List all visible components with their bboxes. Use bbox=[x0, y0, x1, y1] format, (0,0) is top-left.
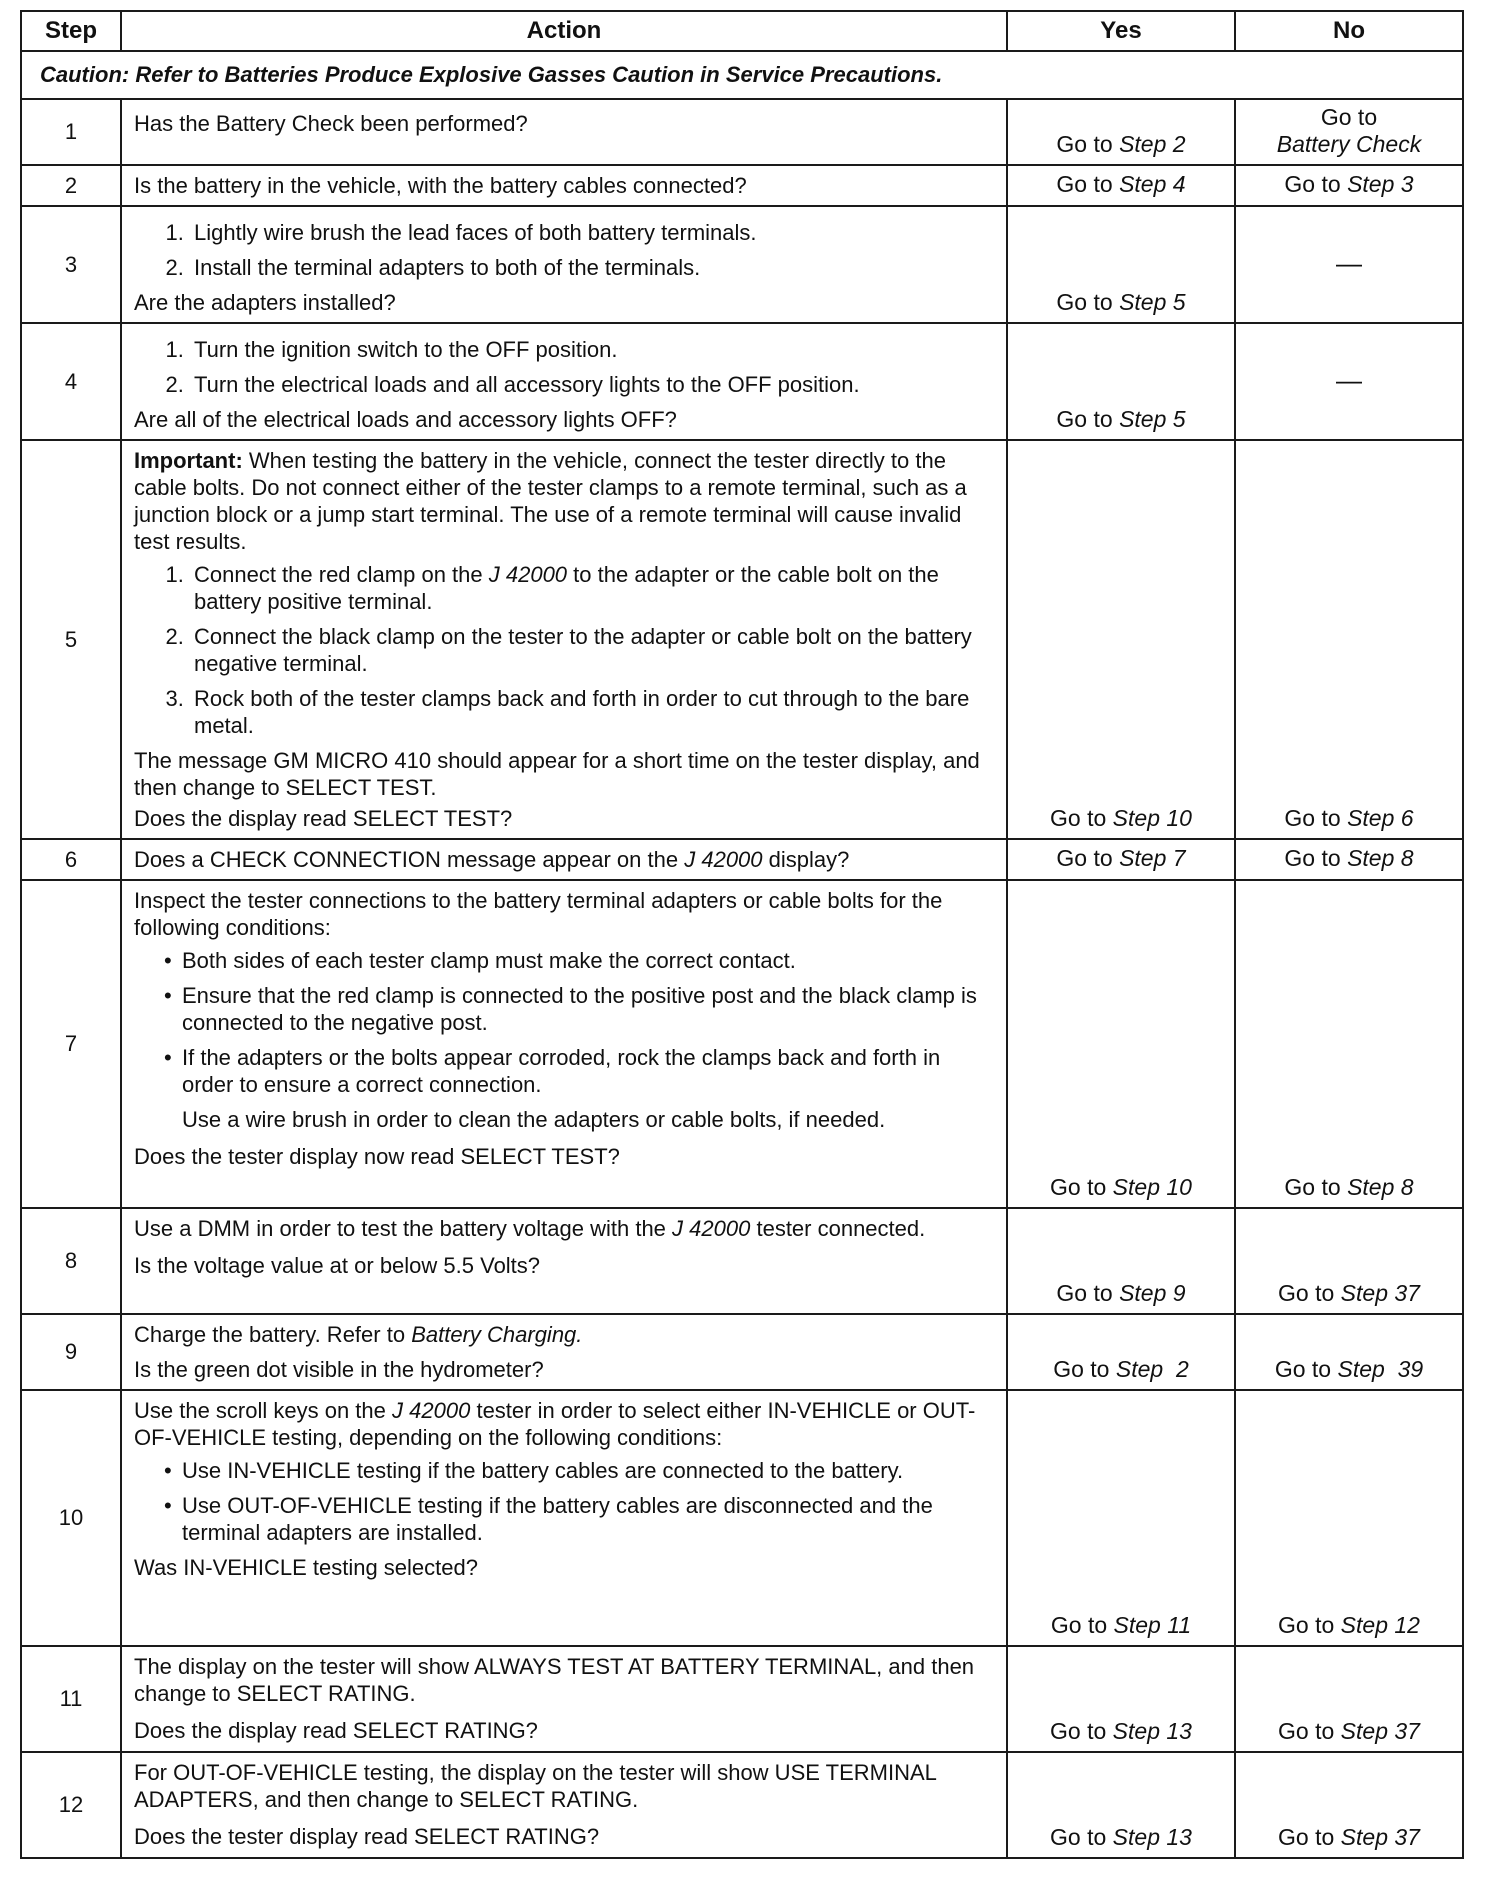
question: Does the display read SELECT TEST? bbox=[134, 806, 513, 831]
list-item: • If the adapters or the bolts appear corroded, rock the clamps back and forth in order to ensure a correct connection. bbox=[182, 1044, 994, 1098]
caution-row bbox=[21, 51, 1463, 99]
no-action-dash: — bbox=[1336, 365, 1362, 395]
goto-text: Go to bbox=[1284, 171, 1341, 197]
intro-part: Use a DMM in order to test the battery voltage with the bbox=[134, 1216, 666, 1241]
goto-link[interactable]: Step 3 bbox=[1347, 171, 1414, 197]
step-number: 6 bbox=[21, 839, 121, 880]
no-cell[interactable] bbox=[1235, 99, 1463, 165]
header-action: Action bbox=[121, 11, 1007, 51]
goto-text: Go to bbox=[1284, 805, 1341, 831]
table-row bbox=[21, 880, 1463, 1208]
intro-part: tester in order to select either IN-VEHICLE or OUT-OF-VEHICLE testing, depending on the following conditions: bbox=[134, 1398, 976, 1450]
condition-list bbox=[134, 947, 994, 1098]
no-cell[interactable] bbox=[1235, 1314, 1463, 1390]
goto-text: Go to bbox=[1320, 104, 1378, 130]
yes-cell[interactable] bbox=[1007, 839, 1235, 880]
yes-cell[interactable] bbox=[1007, 323, 1235, 440]
goto-text: Go to bbox=[1056, 1280, 1113, 1306]
yes-cell[interactable] bbox=[1007, 440, 1235, 839]
question bbox=[134, 847, 849, 872]
goto-text: Go to bbox=[1053, 1356, 1110, 1382]
no-cell[interactable] bbox=[1235, 1390, 1463, 1646]
table-row bbox=[21, 1208, 1463, 1314]
step-number: 2 bbox=[21, 165, 121, 206]
intro-part: Use the scroll keys on the bbox=[134, 1398, 386, 1423]
important-label: Important: bbox=[134, 448, 243, 473]
intro-text: Inspect the tester connections to the battery terminal adapters or cable bolts for the following conditions: bbox=[134, 888, 943, 940]
question: Does the tester display now read SELECT TEST? bbox=[134, 1144, 620, 1169]
question: Are the adapters installed? bbox=[134, 290, 396, 315]
tool-reference: J 42000 bbox=[392, 1398, 471, 1423]
action-cell bbox=[121, 839, 1007, 880]
table-row bbox=[21, 323, 1463, 440]
goto-link[interactable]: Step 11 bbox=[1113, 1612, 1192, 1638]
goto-link[interactable]: Step 13 bbox=[1112, 1824, 1192, 1850]
action-cell bbox=[121, 323, 1007, 440]
item-text: Connect the red clamp on the bbox=[194, 562, 483, 587]
yes-cell[interactable] bbox=[1007, 206, 1235, 323]
goto-link[interactable]: Step 5 bbox=[1119, 406, 1186, 432]
no-cell[interactable] bbox=[1235, 839, 1463, 880]
message-text: The message GM MICRO 410 should appear for a short time on the tester display, and then change to SELECT TEST. bbox=[134, 748, 980, 800]
goto-text: Go to bbox=[1278, 1280, 1335, 1306]
goto-link[interactable]: Step 9 bbox=[1119, 1280, 1186, 1306]
diagnostic-table bbox=[20, 10, 1464, 1859]
table-row bbox=[21, 839, 1463, 880]
step-number: 3 bbox=[21, 206, 121, 323]
tool-reference: J 42000 bbox=[684, 847, 763, 872]
table-row bbox=[21, 165, 1463, 206]
list-item: 2. Turn the electrical loads and all accessory lights to the OFF position. bbox=[190, 371, 994, 398]
yes-cell[interactable] bbox=[1007, 880, 1235, 1208]
goto-text: Go to bbox=[1056, 289, 1113, 315]
important-note bbox=[134, 447, 994, 555]
step-number: 1 bbox=[21, 99, 121, 165]
step-number: 7 bbox=[21, 880, 121, 1208]
action-cell bbox=[121, 206, 1007, 323]
tool-reference: J 42000 bbox=[672, 1216, 751, 1241]
action-cell bbox=[121, 1208, 1007, 1314]
no-cell[interactable] bbox=[1235, 165, 1463, 206]
goto-text: Go to bbox=[1278, 1824, 1335, 1850]
intro-text bbox=[134, 1397, 994, 1451]
goto-link[interactable]: Step 5 bbox=[1119, 289, 1186, 315]
table-row bbox=[21, 1390, 1463, 1646]
goto-text: Go to bbox=[1050, 1612, 1108, 1638]
no-cell bbox=[1235, 323, 1463, 440]
action-cell bbox=[121, 440, 1007, 839]
note-text: Use a wire brush in order to clean the adapters or cable bolts, if needed. bbox=[182, 1107, 886, 1132]
table-row bbox=[21, 1646, 1463, 1752]
goto-link[interactable]: Step 13 bbox=[1112, 1718, 1192, 1744]
no-cell bbox=[1235, 206, 1463, 323]
question-text: display? bbox=[768, 847, 850, 872]
header-yes: Yes bbox=[1007, 11, 1235, 51]
list-item: • Use OUT-OF-VEHICLE testing if the battery cables are disconnected and the terminal adapters are installed. bbox=[182, 1492, 994, 1546]
question: Is the green dot visible in the hydrometer? bbox=[134, 1357, 544, 1382]
action-cell bbox=[121, 99, 1007, 165]
no-cell[interactable] bbox=[1235, 1208, 1463, 1314]
yes-cell[interactable] bbox=[1007, 1752, 1235, 1858]
action-cell bbox=[121, 1390, 1007, 1646]
goto-link[interactable]: Step 4 bbox=[1119, 171, 1186, 197]
goto-link[interactable]: Step 37 bbox=[1340, 1824, 1420, 1850]
yes-cell[interactable] bbox=[1007, 1646, 1235, 1752]
goto-link[interactable]: Step 39 bbox=[1337, 1356, 1424, 1382]
intro-text: For OUT-OF-VEHICLE testing, the display on the tester will show USE TERMINAL ADAPTERS, and then change to SELECT RATING. bbox=[134, 1760, 937, 1812]
goto-link[interactable]: Step 12 bbox=[1340, 1612, 1420, 1638]
step-number: 11 bbox=[21, 1646, 121, 1752]
goto-text: Go to bbox=[1056, 131, 1113, 157]
action-cell bbox=[121, 1752, 1007, 1858]
header-step: Step bbox=[21, 11, 121, 51]
list-item: • Use IN-VEHICLE testing if the battery cables are connected to the battery. bbox=[182, 1457, 994, 1484]
no-cell[interactable] bbox=[1235, 1752, 1463, 1858]
goto-text: Go to bbox=[1050, 805, 1107, 831]
goto-link[interactable]: Step 10 bbox=[1112, 805, 1192, 831]
table-row bbox=[21, 206, 1463, 323]
goto-text: Go to bbox=[1278, 1718, 1335, 1744]
yes-cell[interactable] bbox=[1007, 165, 1235, 206]
yes-cell[interactable] bbox=[1007, 99, 1235, 165]
intro-part: tester connected. bbox=[756, 1216, 926, 1241]
action-cell bbox=[121, 1646, 1007, 1752]
table-row bbox=[21, 1314, 1463, 1390]
goto-link[interactable]: Step 6 bbox=[1347, 805, 1414, 831]
list-item: 1. Lightly wire brush the lead faces of both battery terminals. bbox=[190, 219, 994, 246]
intro-text bbox=[134, 1215, 994, 1242]
goto-link[interactable]: Step 37 bbox=[1340, 1718, 1420, 1744]
goto-link[interactable]: Step 37 bbox=[1340, 1280, 1420, 1306]
goto-link[interactable]: Step 2 bbox=[1119, 131, 1186, 157]
goto-text: Go to bbox=[1050, 1174, 1107, 1200]
table-row bbox=[21, 1752, 1463, 1858]
step-number: 4 bbox=[21, 323, 121, 440]
goto-text: Go to bbox=[1284, 1174, 1341, 1200]
question-text: Does a CHECK CONNECTION message appear on the bbox=[134, 847, 679, 872]
goto-link[interactable]: Battery Check bbox=[1276, 131, 1422, 157]
no-cell[interactable] bbox=[1235, 1646, 1463, 1752]
caution-link[interactable]: Service Precautions. bbox=[725, 62, 943, 87]
list-item: • Both sides of each tester clamp must make the correct contact. bbox=[182, 947, 994, 974]
item-text: to the adapter or the cable bolt on the battery positive terminal. bbox=[194, 562, 939, 614]
goto-text: Go to bbox=[1056, 845, 1113, 871]
action-cell bbox=[121, 165, 1007, 206]
goto-link[interactable]: Step 7 bbox=[1119, 845, 1186, 871]
header-no: No bbox=[1235, 11, 1463, 51]
no-cell[interactable] bbox=[1235, 440, 1463, 839]
tool-reference: J 42000 bbox=[488, 562, 568, 587]
instruction-list bbox=[134, 561, 994, 739]
goto-link[interactable]: Step 2 bbox=[1115, 1356, 1189, 1382]
yes-cell[interactable] bbox=[1007, 1208, 1235, 1314]
table-row bbox=[21, 99, 1463, 165]
important-text: When testing the battery in the vehicle, connect the tester directly to the cable bolts. Do not connect either of the tester clamps to a remote terminal, such as a junction block or a jump start terminal. The use of a remote terminal will cause invalid test results. bbox=[134, 448, 967, 554]
instruction-list bbox=[134, 219, 994, 281]
question: Are all of the electrical loads and accessory lights OFF? bbox=[134, 407, 677, 432]
list-item: 1. Turn the ignition switch to the OFF position. bbox=[190, 336, 994, 363]
header-row bbox=[21, 11, 1463, 51]
caution-text: Caution: Refer to Batteries Produce Explosive Gasses Caution in bbox=[40, 62, 720, 87]
goto-text: Go to bbox=[1050, 1824, 1107, 1850]
list-item bbox=[190, 561, 994, 615]
question: Has the Battery Check been performed? bbox=[134, 111, 528, 136]
goto-link[interactable]: Step 10 bbox=[1112, 1174, 1192, 1200]
condition-list bbox=[134, 1457, 994, 1546]
action-cell bbox=[121, 880, 1007, 1208]
list-item: 2. Connect the black clamp on the tester to the adapter or cable bolt on the battery negative terminal. bbox=[190, 623, 994, 677]
question: Is the battery in the vehicle, with the battery cables connected? bbox=[134, 173, 747, 198]
step-number: 8 bbox=[21, 1208, 121, 1314]
question: Does the tester display read SELECT RATING? bbox=[134, 1824, 600, 1849]
step-number: 12 bbox=[21, 1752, 121, 1858]
action-cell bbox=[121, 1314, 1007, 1390]
goto-link[interactable]: Step 8 bbox=[1347, 1174, 1414, 1200]
no-action-dash: — bbox=[1336, 248, 1362, 278]
goto-text: Go to bbox=[1050, 1718, 1107, 1744]
table-row bbox=[21, 440, 1463, 839]
instruction-list bbox=[134, 336, 994, 398]
question: Does the display read SELECT RATING? bbox=[134, 1718, 538, 1743]
question: Was IN-VEHICLE testing selected? bbox=[134, 1555, 478, 1580]
goto-text: Go to bbox=[1056, 406, 1113, 432]
no-cell[interactable] bbox=[1235, 880, 1463, 1208]
list-item: 2. Install the terminal adapters to both of the terminals. bbox=[190, 254, 994, 281]
step-number: 10 bbox=[21, 1390, 121, 1646]
list-item: 3. Rock both of the tester clamps back and forth in order to cut through to the bare metal. bbox=[190, 685, 994, 739]
goto-text: Go to bbox=[1056, 171, 1113, 197]
yes-cell[interactable] bbox=[1007, 1390, 1235, 1646]
list-item: • Ensure that the red clamp is connected to the positive post and the black clamp is connected to the negative post. bbox=[182, 982, 994, 1036]
step-number: 5 bbox=[21, 440, 121, 839]
intro-text bbox=[134, 1321, 994, 1348]
goto-link[interactable]: Step 8 bbox=[1347, 845, 1414, 871]
yes-cell[interactable] bbox=[1007, 1314, 1235, 1390]
goto-text: Go to bbox=[1284, 845, 1341, 871]
intro-part: Charge the battery. Refer to bbox=[134, 1322, 406, 1347]
goto-text: Go to bbox=[1278, 1612, 1335, 1638]
goto-text: Go to bbox=[1274, 1356, 1332, 1382]
intro-text: The display on the tester will show ALWAYS TEST AT BATTERY TERMINAL, and then change to SELECT RATING. bbox=[134, 1654, 975, 1706]
step-number: 9 bbox=[21, 1314, 121, 1390]
question: Is the voltage value at or below 5.5 Volts? bbox=[134, 1253, 541, 1278]
procedure-link[interactable]: Battery Charging. bbox=[411, 1322, 583, 1347]
caution-note bbox=[21, 51, 1463, 99]
